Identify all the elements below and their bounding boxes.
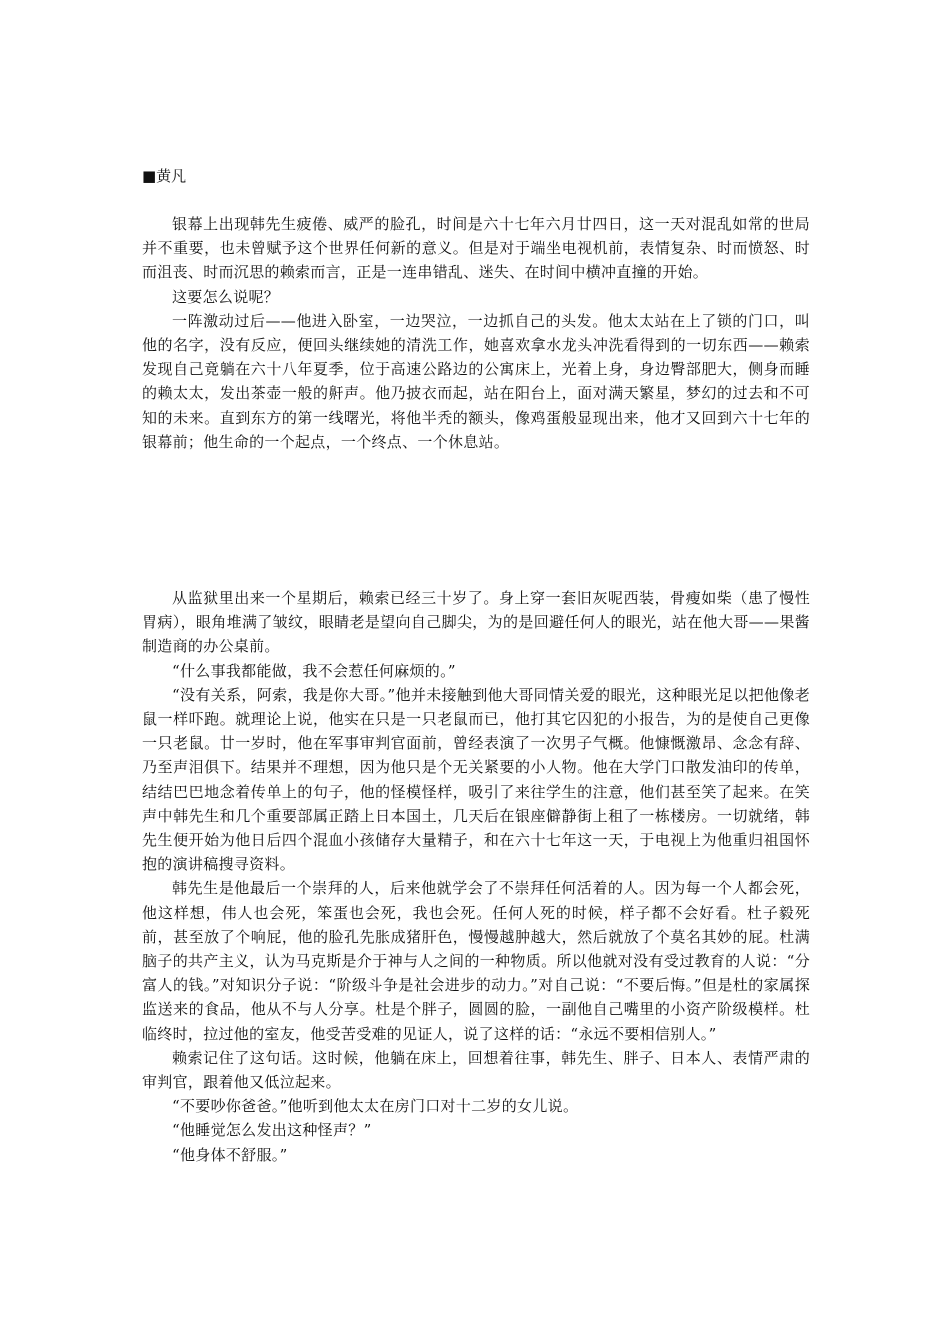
paragraph: 从监狱里出来一个星期后，赖索已经三十岁了。身上穿一套旧灰呢西装，骨瘦如柴（患了慢性胃病），眼角堆满了皱纹，眼睛老是望向自己脚尖，为的是回避任何人的眼光，站在他大哥——果酱制造商的办公桌前。 bbox=[142, 589, 810, 656]
paragraph: “他身体不舒服。” bbox=[172, 1145, 288, 1164]
paragraph: 银幕上出现韩先生疲倦、威严的脸孔，时间是六十七年六月廿四日，这一天对混乱如常的世局并不重要，也未曾赋予这个世界任何新的意义。但是对于端坐电视机前，表情复杂、时而愤怒、时而沮丧、时而沉思的赖索而言，正是一连串错乱、迷失、在时间中横冲直撞的开始。 bbox=[142, 215, 810, 282]
paragraph: 一阵激动过后——他进入卧室，一边哭泣，一边抓自己的头发。他太太站在上了锁的门口，叫他的名字，没有反应，便回头继续她的清洗工作，她喜欢拿水龙头冲洗看得到的一切东西——赖索发现自己竟躺在六十八年夏季，位于高速公路边的公寓床上，光着上身，身边臀部肥大，侧身而睡的赖太太，发出茶壶一般的鼾声。他乃披衣而起，站在阳台上，面对满天繁星，梦幻的过去和不可知的未来。直到东方的第一线曙光，将他半秃的额头，像鸡蛋般显现出来，他才又回到六十七年的银幕前；他生命的一个起点，一个终点、一个休息站。 bbox=[142, 311, 810, 451]
paragraph: 赖索记住了这句话。这时候，他躺在床上，回想着往事，韩先生、胖子、日本人、表情严肃的审判官，跟着他又低泣起来。 bbox=[142, 1048, 810, 1092]
paragraph: “他睡觉怎么发出这种怪声？” bbox=[172, 1121, 372, 1140]
paragraph: “什么事我都能做，我不会惹任何麻烦的。” bbox=[172, 661, 456, 680]
paragraph: “不要吵你爸爸。”他听到他太太在房门口对十二岁的女儿说。 bbox=[172, 1097, 579, 1116]
paragraph: 韩先生是他最后一个崇拜的人，后来他就学会了不崇拜任何活着的人。因为每一个人都会死，他这样想，伟人也会死，笨蛋也会死，我也会死。任何人死的时候，样子都不会好看。杜子毅死前，甚至放了个响屁，他的脸孔先胀成猪肝色，慢慢越肿越大，然后就放了个莫名其妙的屁。杜满脑子的共产主义，认为马克斯是介于神与人之间的一种物质。所以他就对没有受过教育的人说：“分富人的钱。”对知识分子说：“阶级斗争是社会进步的动力。”对自己说：“不要后悔。”但是杜的家属探监送来的食品，他从不与人分享。杜是个胖子，圆圆的脸，一副他自己嘴里的小资产阶级模样。杜临终时，拉过他的室友，他受苦受难的见证人，说了这样的话：“永远不要相信别人。” bbox=[142, 879, 810, 1043]
author-line: ■黄凡 bbox=[142, 167, 187, 185]
text-section-2 bbox=[142, 586, 810, 1167]
paragraph: “没有关系，阿索，我是你大哥。”他并未接触到他大哥同情关爱的眼光，这种眼光足以把他像老鼠一样吓跑。就理论上说，他实在只是一只老鼠而已，他打其它囚犯的小报告，为的是使自己更像一只老鼠。廿一岁时，他在军事审判官面前，曾经表演了一次男子气概。他慷慨激昂、念念有辞、乃至声泪俱下。结果并不理想，因为他只是个无关紧要的小人物。他在大学门口散发油印的传单，结结巴巴地念着传单上的句子，他的怪模怪样，吸引了来往学生的注意，他们甚至笑了起来。在笑声中韩先生和几个重要部属正踏上日本国土，几天后在银座僻静街上租了一栋楼房。一切就绪，韩先生便开始为他日后四个混血小孩储存大量精子，和在六十七年这一天，于电视上为他重归祖国怀抱的演讲稿搜寻资料。 bbox=[142, 685, 810, 874]
paragraph: 这要怎么说呢？ bbox=[172, 287, 280, 306]
text-section-1 bbox=[142, 212, 810, 454]
